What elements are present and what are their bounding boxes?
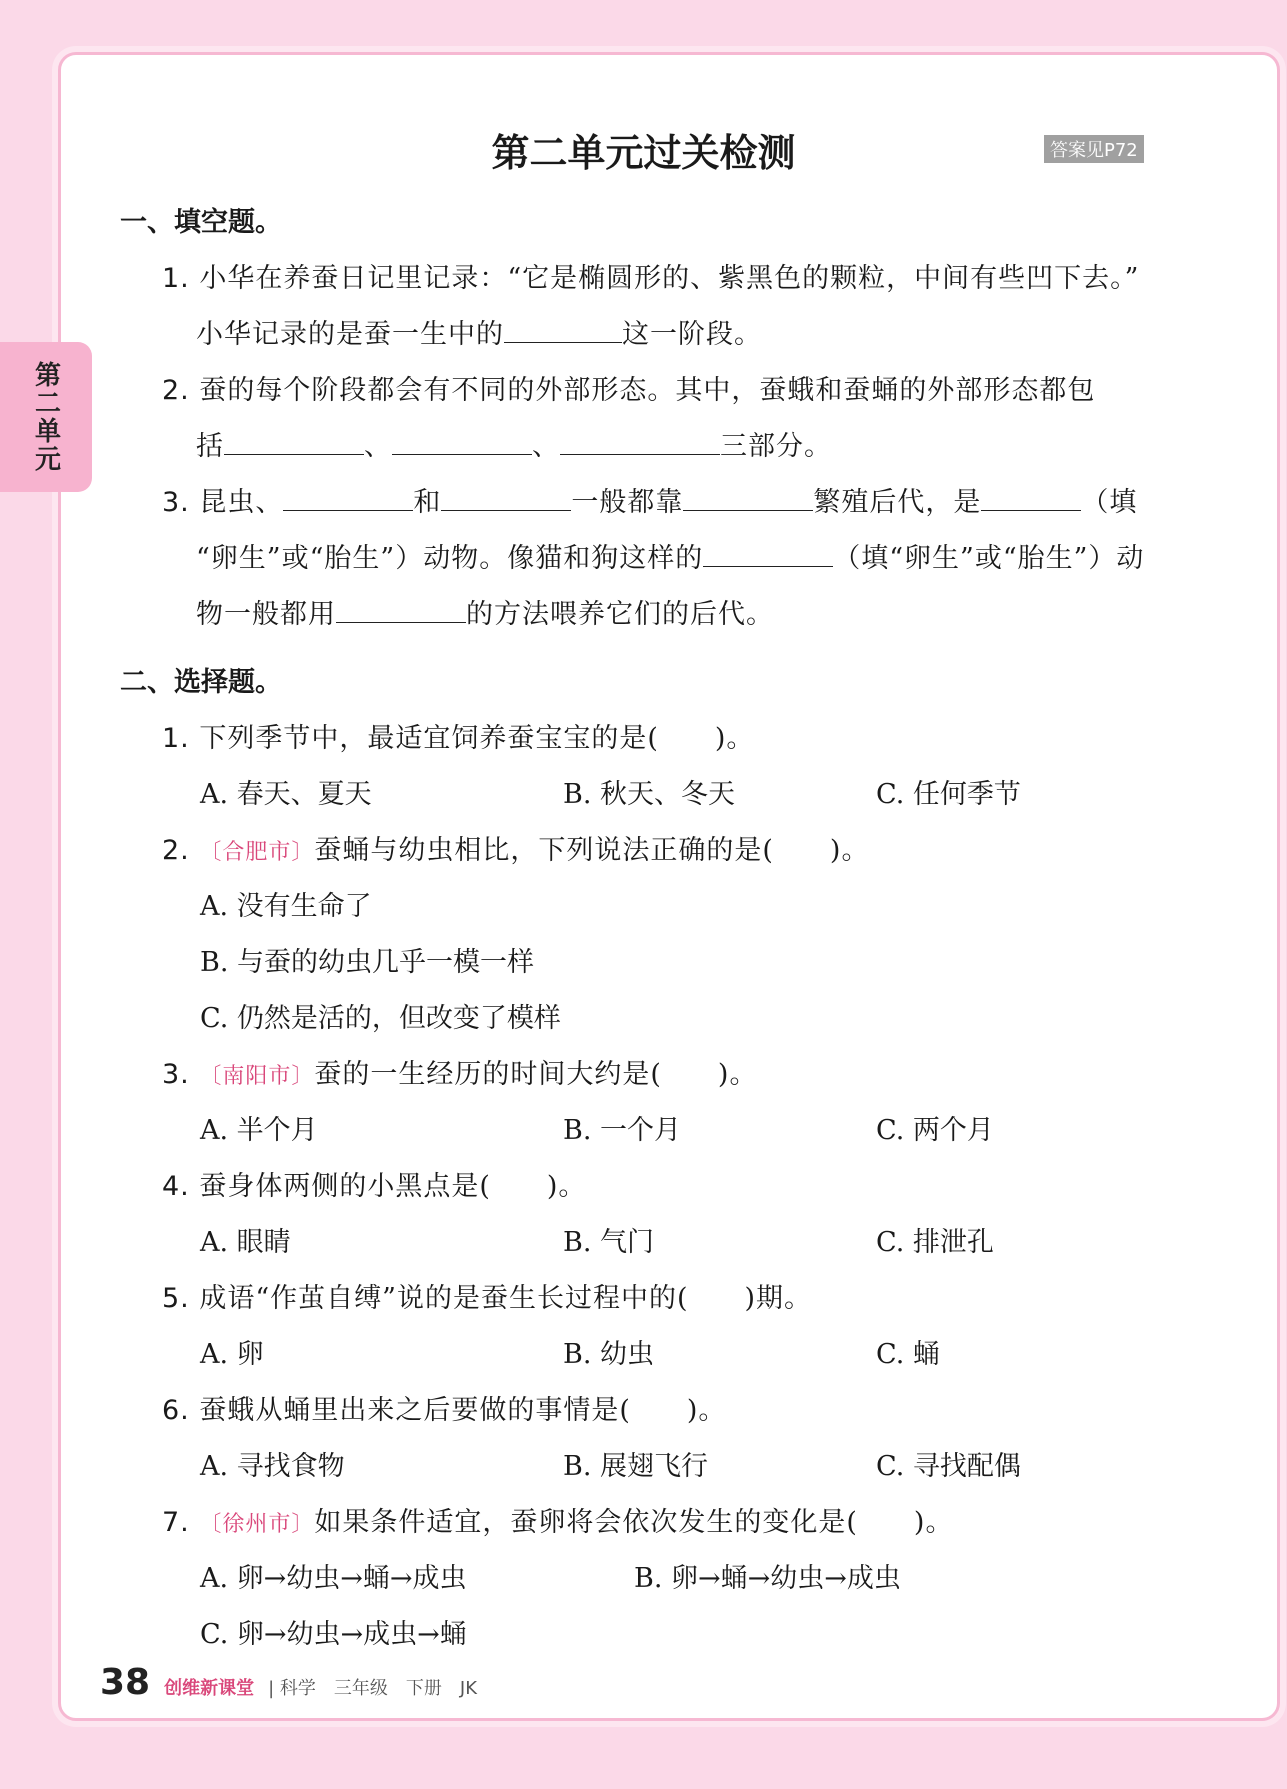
choice-q6-option-c[interactable]: C. 寻找配偶: [876, 1451, 1021, 1482]
choice-q4-option-b[interactable]: B. 气门: [563, 1227, 655, 1258]
fill-q1-line1: 1. 小华在养蚕日记里记录：“它是椭圆形的、紫黑色的颗粒，中间有些凹下去。”: [162, 263, 1140, 294]
choice-q6: 6. 蚕蛾从蛹里出来之后要做的事情是( )。: [162, 1395, 727, 1426]
fill-q3-line1: 3. 昆虫、 和 一般都靠 繁殖后代，是 （填: [162, 480, 1137, 519]
choice-q7-option-a[interactable]: A. 卵→幼虫→蛹→成虫: [200, 1563, 467, 1594]
choice-q5: 5. 成语“作茧自缚”说的是蚕生长过程中的( )期。: [162, 1283, 813, 1314]
choice-q4-option-a[interactable]: A. 眼睛: [200, 1227, 291, 1258]
choice-q7: 7. 〔徐州市〕如果条件适宜，蚕卵将会依次发生的变化是( )。: [162, 1507, 954, 1538]
section1-heading: 一、填空题。: [120, 207, 282, 238]
choice-q1-option-a[interactable]: A. 春天、夏天: [200, 779, 372, 810]
choice-q3-option-c[interactable]: C. 两个月: [876, 1115, 994, 1146]
choice-q2-option-a[interactable]: A. 没有生命了: [200, 891, 372, 922]
choice-q2: 2. 〔合肥市〕蚕蛹与幼虫相比，下列说法正确的是( )。: [162, 835, 870, 866]
choice-q5-option-c[interactable]: C. 蛹: [876, 1339, 940, 1370]
choice-q5-option-a[interactable]: A. 卵: [200, 1339, 264, 1370]
answer-blank[interactable]: [981, 484, 1081, 511]
choice-q5-option-b[interactable]: B. 幼虫: [563, 1339, 655, 1370]
section2-heading: 二、选择题。: [120, 667, 282, 698]
answer-blank[interactable]: [441, 484, 571, 511]
answer-blank[interactable]: [504, 316, 622, 343]
choice-q3-option-b[interactable]: B. 一个月: [563, 1115, 682, 1146]
choice-q7-option-c[interactable]: C. 卵→幼虫→成虫→蛹: [200, 1619, 467, 1650]
choice-q1-option-c[interactable]: C. 任何季节: [876, 779, 1021, 810]
fill-q3-line2: “卵生”或“胎生”）动物。像猫和狗这样的 （填“卵生”或“胎生”）动: [196, 536, 1144, 575]
answer-blank[interactable]: [703, 540, 833, 567]
fill-q2-line1: 2. 蚕的每个阶段都会有不同的外部形态。其中，蚕蛾和蚕蛹的外部形态都包: [162, 375, 1096, 406]
answer-blank[interactable]: [336, 596, 466, 623]
choice-q6-option-b[interactable]: B. 展翅飞行: [563, 1451, 709, 1482]
choice-q7-option-b[interactable]: B. 卵→蛹→幼虫→成虫: [634, 1563, 901, 1594]
brand-name: 创维新课堂: [164, 1678, 255, 1699]
fill-q1-line2: 小华记录的是蚕一生中的 这一阶段。: [196, 312, 762, 351]
unit-side-tab: 第二单元: [0, 342, 92, 492]
fill-q3-line3: 物一般都用 的方法喂养它们的后代。: [196, 592, 774, 631]
choice-q1: 1. 下列季节中，最适宜饲养蚕宝宝的是( )。: [162, 723, 755, 754]
choice-q4-option-c[interactable]: C. 排泄孔: [876, 1227, 994, 1258]
answer-blank[interactable]: [392, 428, 532, 455]
choice-q1-option-b[interactable]: B. 秋天、冬天: [563, 779, 736, 810]
answer-blank[interactable]: [560, 428, 720, 455]
fill-q2-line2: 括 、 、 三部分。: [196, 424, 832, 463]
page-number: 38: [100, 1662, 151, 1703]
answer-blank[interactable]: [224, 428, 364, 455]
answer-reference-badge: 答案见P72: [1044, 135, 1144, 163]
choice-q2-option-c[interactable]: C. 仍然是活的，但改变了模样: [200, 1003, 561, 1034]
choice-q6-option-a[interactable]: A. 寻找食物: [200, 1451, 345, 1482]
answer-blank[interactable]: [283, 484, 413, 511]
choice-q2-option-b[interactable]: B. 与蚕的幼虫几乎一模一样: [200, 947, 535, 978]
choice-q3-option-a[interactable]: A. 半个月: [200, 1115, 318, 1146]
choice-q3: 3. 〔南阳市〕蚕的一生经历的时间大约是( )。: [162, 1059, 758, 1090]
book-info: | 科学 三年级 下册 JK: [268, 1678, 478, 1699]
page-footer: [100, 1662, 477, 1703]
page-title: 第二单元过关检测: [491, 131, 796, 175]
choice-q4: 4. 蚕身体两侧的小黑点是( )。: [162, 1171, 587, 1202]
answer-blank[interactable]: [683, 484, 813, 511]
